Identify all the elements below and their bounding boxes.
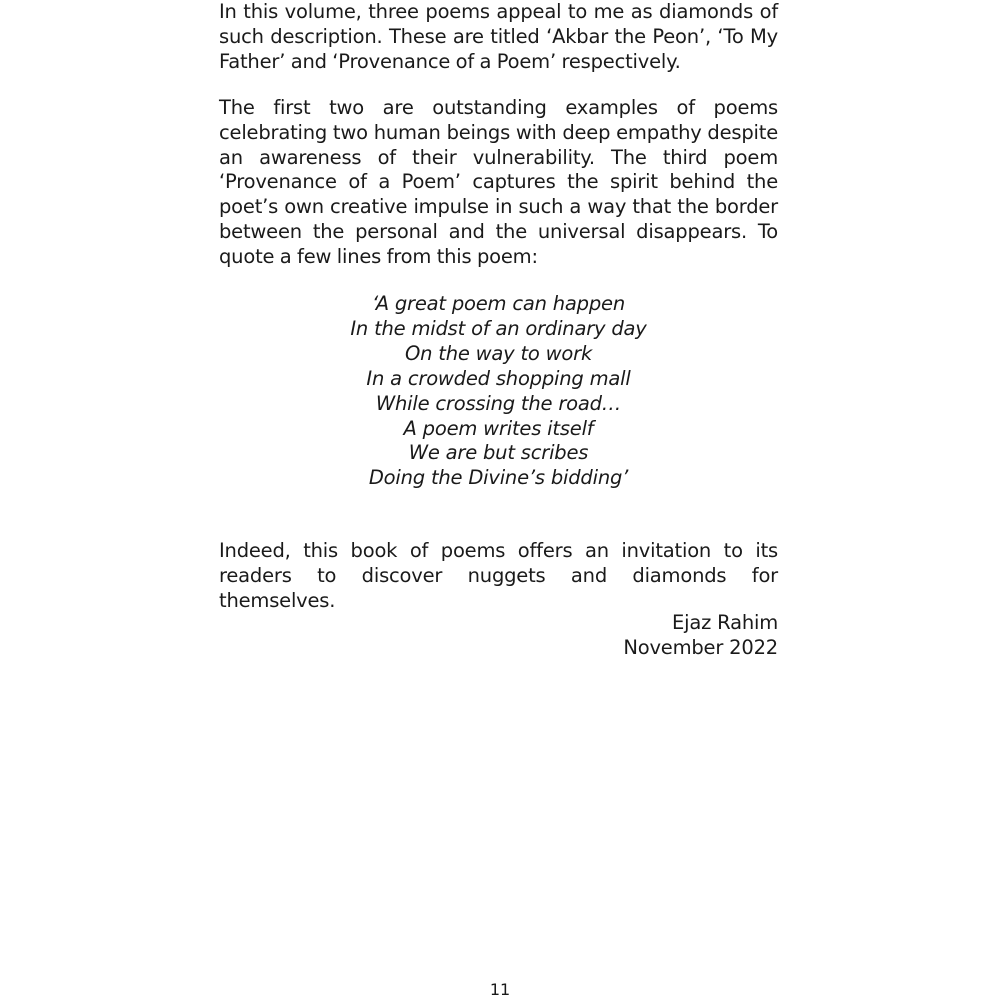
page-number: 11 [489,980,511,999]
poem-line: In a crowded shopping mall [366,366,631,390]
poem-quote [219,292,778,491]
poem-line: While crossing the road… [375,391,622,415]
signature-date: November 2022 [623,635,778,659]
signature-block [219,611,778,661]
closing-paragraph: Indeed, this book of poems offers an invitation to its readers to discover nuggets and diamonds for themselves. [219,539,778,612]
poem-line: Doing the Divine’s bidding’ [368,466,629,490]
poem-line: We are but scribes [408,441,589,465]
poem-line: On the way to work [404,341,593,365]
poem-line: ‘A great poem can happen [372,292,625,315]
poem-line: A poem writes itself [403,416,594,440]
intro-paragraph: In this volume, three poems appeal to me as diamonds of such description. These are titled ‘Akbar the Peon’, ‘To My Father’ and ‘Provenance of a Poem’ respectively. [219,0,778,73]
poem-line: In the midst of an ordinary day [350,316,647,340]
analysis-paragraph: The first two are outstanding examples of poems celebrating two human beings with deep empathy despite an awareness of their vulnerability. The third poem ‘Provenance of a Poem’ captures the spirit behind the poet’s own creative impulse in such a way that the border between the personal and the universal disappears. To quote a few lines from this poem: [219,96,778,268]
author-name: Ejaz Rahim [672,611,778,634]
